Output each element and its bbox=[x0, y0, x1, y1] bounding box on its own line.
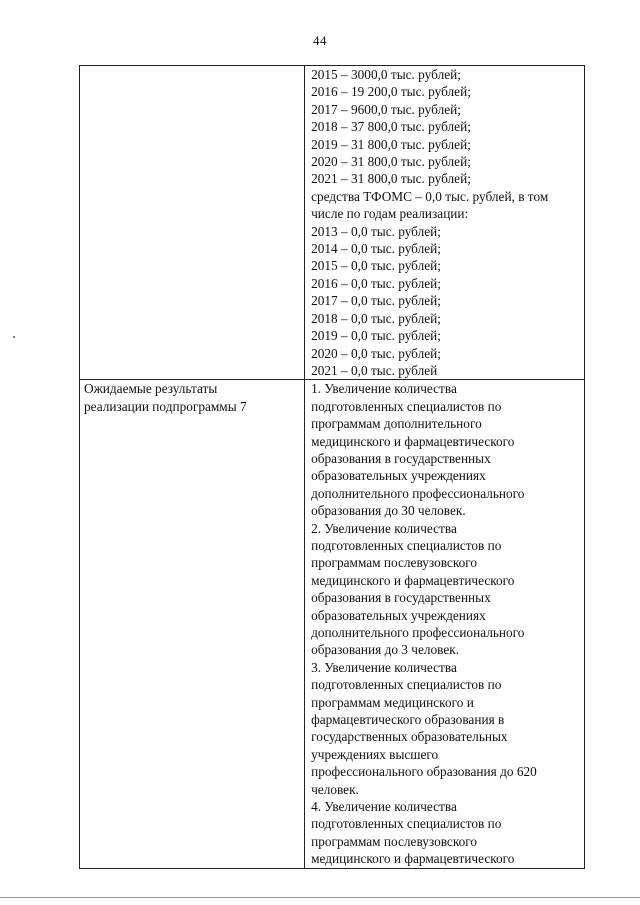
scan-speck bbox=[13, 336, 15, 338]
financing-value-line: 2020 – 0,0 тыс. рублей; bbox=[311, 345, 441, 361]
financing-value-line: 2015 – 3000,0 тыс. рублей; bbox=[311, 67, 461, 82]
expected-result-line: образования в государственных bbox=[311, 590, 491, 606]
expected-results-values-cell bbox=[305, 380, 585, 868]
financing-value-line: средства ТФОМС – 0,0 тыс. рублей, в том bbox=[311, 188, 549, 204]
expected-result-line: учреждениях высшего bbox=[311, 746, 439, 762]
expected-result-line: медицинского и фармацевтического bbox=[311, 851, 515, 867]
expected-result-line: образования в государственных bbox=[311, 450, 491, 466]
expected-result-line: фармацевтического образования в bbox=[311, 712, 505, 728]
expected-result-line: образовательных учреждениях bbox=[311, 607, 486, 623]
expected-result-line: 2. Увеличение количества bbox=[311, 520, 457, 536]
expected-result-line: образования до 3 человек. bbox=[311, 642, 460, 658]
financing-value-line: 2017 – 0,0 тыс. рублей; bbox=[311, 293, 441, 309]
financing-value-line: 2014 – 0,0 тыс. рублей; bbox=[311, 241, 441, 257]
expected-results-label-line: реализации подпрограммы 7 bbox=[84, 398, 247, 414]
financing-value-line: 2016 – 0,0 тыс. рублей; bbox=[311, 275, 441, 291]
expected-result-line: образования до 30 человек. bbox=[311, 503, 466, 519]
financing-values-cell bbox=[305, 66, 585, 380]
expected-result-line: программам послевузовского bbox=[311, 833, 478, 849]
expected-result-line: профессионального образования до 620 bbox=[311, 764, 537, 780]
expected-result-line: образовательных учреждениях bbox=[311, 468, 486, 484]
expected-results-label-line: Ожидаемые результаты bbox=[84, 381, 218, 397]
financing-value-line: 2021 – 0,0 тыс. рублей bbox=[311, 362, 438, 378]
financing-value-line: 2019 – 31 800,0 тыс. рублей; bbox=[311, 136, 471, 152]
financing-value-line: 2016 – 19 200,0 тыс. рублей; bbox=[311, 84, 471, 100]
financing-value-line: 2017 – 9600,0 тыс. рублей; bbox=[311, 101, 461, 117]
expected-result-line: подготовленных специалистов по bbox=[311, 398, 502, 414]
expected-result-line: дополнительного профессионального bbox=[311, 485, 525, 501]
expected-result-line: программам медицинского и bbox=[311, 694, 474, 710]
financing-value-line: 2019 – 0,0 тыс. рублей; bbox=[311, 328, 441, 344]
expected-result-line: 4. Увеличение количества bbox=[311, 799, 457, 815]
table-row-expected-results bbox=[80, 380, 585, 868]
expected-result-line: медицинского и фармацевтического bbox=[311, 433, 515, 449]
financing-value-line: 2021 – 31 800,0 тыс. рублей; bbox=[311, 171, 471, 187]
expected-result-line: человек. bbox=[311, 781, 359, 797]
table-row-financing bbox=[80, 66, 585, 380]
scan-edge-line bbox=[0, 897, 640, 898]
expected-result-line: программам послевузовского bbox=[311, 555, 478, 571]
expected-result-line: 1. Увеличение количества bbox=[311, 381, 457, 397]
financing-value-line: 2018 – 0,0 тыс. рублей; bbox=[311, 310, 441, 326]
financing-value-line: 2020 – 31 800,0 тыс. рублей; bbox=[311, 154, 471, 170]
expected-result-line: программам дополнительного bbox=[311, 416, 482, 432]
page-number: 44 bbox=[313, 33, 327, 48]
expected-result-line: подготовленных специалистов по bbox=[311, 816, 502, 832]
financing-value-line: 2018 – 37 800,0 тыс. рублей; bbox=[311, 119, 471, 135]
expected-result-line: дополнительного профессионального bbox=[311, 625, 525, 640]
expected-result-line: подготовленных специалистов по bbox=[311, 537, 502, 553]
expected-result-line: медицинского и фармацевтического bbox=[311, 572, 515, 588]
financing-value-line: 2015 – 0,0 тыс. рублей; bbox=[311, 258, 441, 274]
expected-result-line: подготовленных специалистов по bbox=[311, 677, 502, 693]
financing-value-line: числе по годам реализации: bbox=[311, 206, 469, 222]
expected-result-line: государственных образовательных bbox=[311, 729, 508, 745]
subprogram-passport-table bbox=[79, 65, 585, 869]
financing-value-line: 2013 – 0,0 тыс. рублей; bbox=[311, 223, 441, 239]
financing-label-cell bbox=[80, 66, 305, 380]
expected-result-line: 3. Увеличение количества bbox=[311, 659, 457, 675]
expected-results-label-cell bbox=[80, 380, 305, 868]
